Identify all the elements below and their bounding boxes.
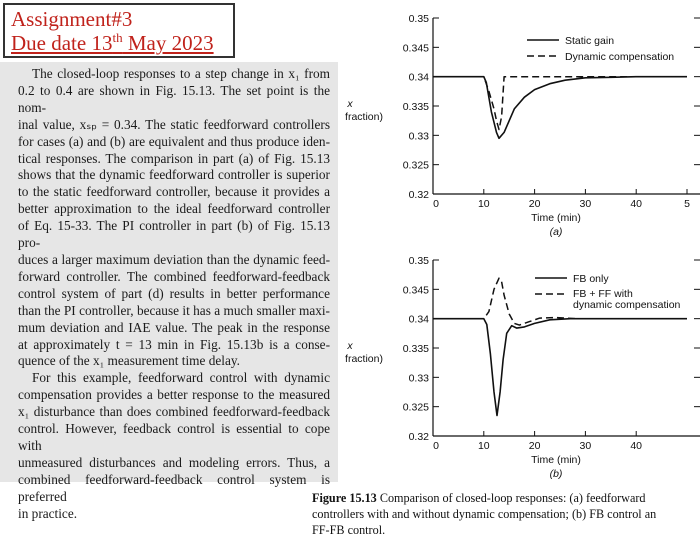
text-line: unmeasured disturbances and modeling errors. Thus, a	[18, 454, 330, 470]
chart-b-svg	[340, 250, 700, 490]
text-line: compensation provides a better response to the measured	[18, 387, 330, 403]
series-line-solid	[433, 77, 687, 139]
y-tick-label: 0.335	[402, 101, 429, 113]
y-tick-label: 0.33	[408, 130, 429, 143]
x-tick-label: 20	[528, 440, 541, 452]
caption-line-1	[312, 490, 700, 506]
x-tick-label: 30	[579, 440, 592, 452]
text-line: For this example, feedforward control with dynamic	[32, 370, 330, 386]
x-tick-label: 40	[630, 440, 643, 452]
text-line: inal value, xₛₚ = 0.34. The static feedforward controllers	[18, 116, 330, 132]
due-date	[11, 31, 227, 55]
x-tick-label: 40	[630, 198, 643, 210]
text-line: duces a larger maximum deviation than the dynamic feed-	[18, 251, 330, 267]
caption-line-1-rest: Comparison of closed-loop responses: (a) feedforward	[376, 491, 646, 505]
figure-caption	[312, 490, 700, 538]
text-line: x₁ disturbance than does combined feedforward-feedback	[18, 404, 330, 420]
x-tick-label: 10	[477, 440, 490, 452]
x-tick-label: 20	[528, 198, 541, 210]
y-axis-label-unit: fraction)	[345, 353, 383, 365]
text-line: of Eq. 15-33. The PI controller in part (b) of Fig. 15.13 pro-	[18, 218, 330, 251]
text-line: mum deviation and IAE value. The peak in the response	[18, 319, 330, 335]
text-line: for cases (a) and (b) are equivalent and thus produce iden-	[18, 133, 330, 149]
x-tick-label: 10	[477, 198, 490, 210]
due-date-suffix-sup: th	[112, 30, 123, 45]
chart-panel-b	[340, 250, 700, 490]
text-line: control. However, feedback control is essential to cope with	[18, 421, 330, 453]
caption-line-2: controllers with and without dynamic compensation; (b) FB control an	[312, 507, 657, 521]
x-tick-label: 0	[433, 198, 439, 210]
x-tick-label: 30	[579, 198, 592, 210]
y-tick-label: 0.33	[408, 372, 429, 385]
due-date-rest: May 2023	[122, 31, 214, 55]
legend-label: FB + FF with	[573, 288, 633, 300]
y-tick-label: 0.35	[408, 255, 429, 267]
y-tick-label: 0.345	[402, 42, 429, 55]
caption-line-3: FF-FB control.	[312, 523, 386, 537]
legend-label: Dynamic compensation	[565, 51, 675, 63]
text-line: to the static feedforward controller, because it provides a	[18, 184, 330, 200]
text-line: than the PI controller, because it has a much smaller maxi-	[18, 302, 330, 318]
y-tick-label: 0.335	[402, 343, 429, 355]
assignment-title: Assignment#3	[11, 7, 133, 31]
chart-panel-a	[340, 8, 700, 248]
paragraph-2	[18, 370, 330, 522]
x-axis-label: Time (min)	[531, 454, 581, 466]
series-line-dashed	[433, 77, 687, 130]
y-tick-label: 0.345	[402, 284, 429, 297]
text-line: shows that the dynamic feedforward controller is superior	[18, 167, 330, 183]
text-line: control system of part (d) results in better performance	[18, 285, 330, 301]
y-tick-label: 0.325	[402, 159, 429, 172]
legend-label: Static gain	[565, 35, 615, 47]
text-line: at approximately t = 13 min in Fig. 15.13b is a conse-	[18, 336, 330, 352]
y-tick-label: 0.35	[408, 13, 429, 25]
legend-label: FB only	[573, 273, 609, 285]
panel-label: (b)	[549, 468, 563, 480]
text-line: 0.2 to 0.4 are shown in Fig. 15.13. The set point is the nom-	[18, 82, 330, 115]
text-line: tical responses. The comparison in part (a) of Fig. 15.13	[18, 150, 330, 166]
textbook-excerpt	[0, 62, 338, 521]
caption-label: Figure 15.13	[312, 491, 377, 505]
y-axis-label-var: x	[347, 98, 353, 110]
y-tick-label: 0.32	[408, 189, 429, 201]
due-date-prefix: Due date 13	[11, 31, 113, 55]
x-axis-label: Time (min)	[531, 212, 581, 224]
panel-label: (a)	[549, 226, 563, 238]
text-line: in practice.	[18, 505, 78, 521]
y-tick-label: 0.325	[402, 401, 429, 414]
text-line: better approximation to the ideal feedforward controller	[18, 201, 330, 217]
y-tick-label: 0.34	[408, 71, 429, 84]
paragraph-1	[18, 66, 330, 370]
legend-label: dynamic compensation	[573, 299, 681, 311]
y-axis-label-var: x	[347, 340, 353, 352]
y-tick-label: 0.34	[408, 313, 429, 326]
x-tick-label: 0	[433, 440, 439, 452]
chart-a-svg	[340, 8, 700, 248]
assignment-title-box	[3, 3, 235, 58]
text-line: combined feedforward-feedback control system is preferred	[18, 471, 330, 504]
text-line: forward controller. The combined feedforward-feedback	[18, 268, 330, 284]
y-tick-label: 0.32	[408, 431, 429, 443]
series-line-solid	[433, 319, 687, 416]
text-line: The closed-loop responses to a step change in x₁ from	[32, 66, 330, 81]
text-line: quence of the x₁ measurement time delay.	[18, 353, 240, 369]
y-axis-label-unit: fraction)	[345, 111, 383, 123]
x-tick-label: 5	[684, 198, 690, 210]
